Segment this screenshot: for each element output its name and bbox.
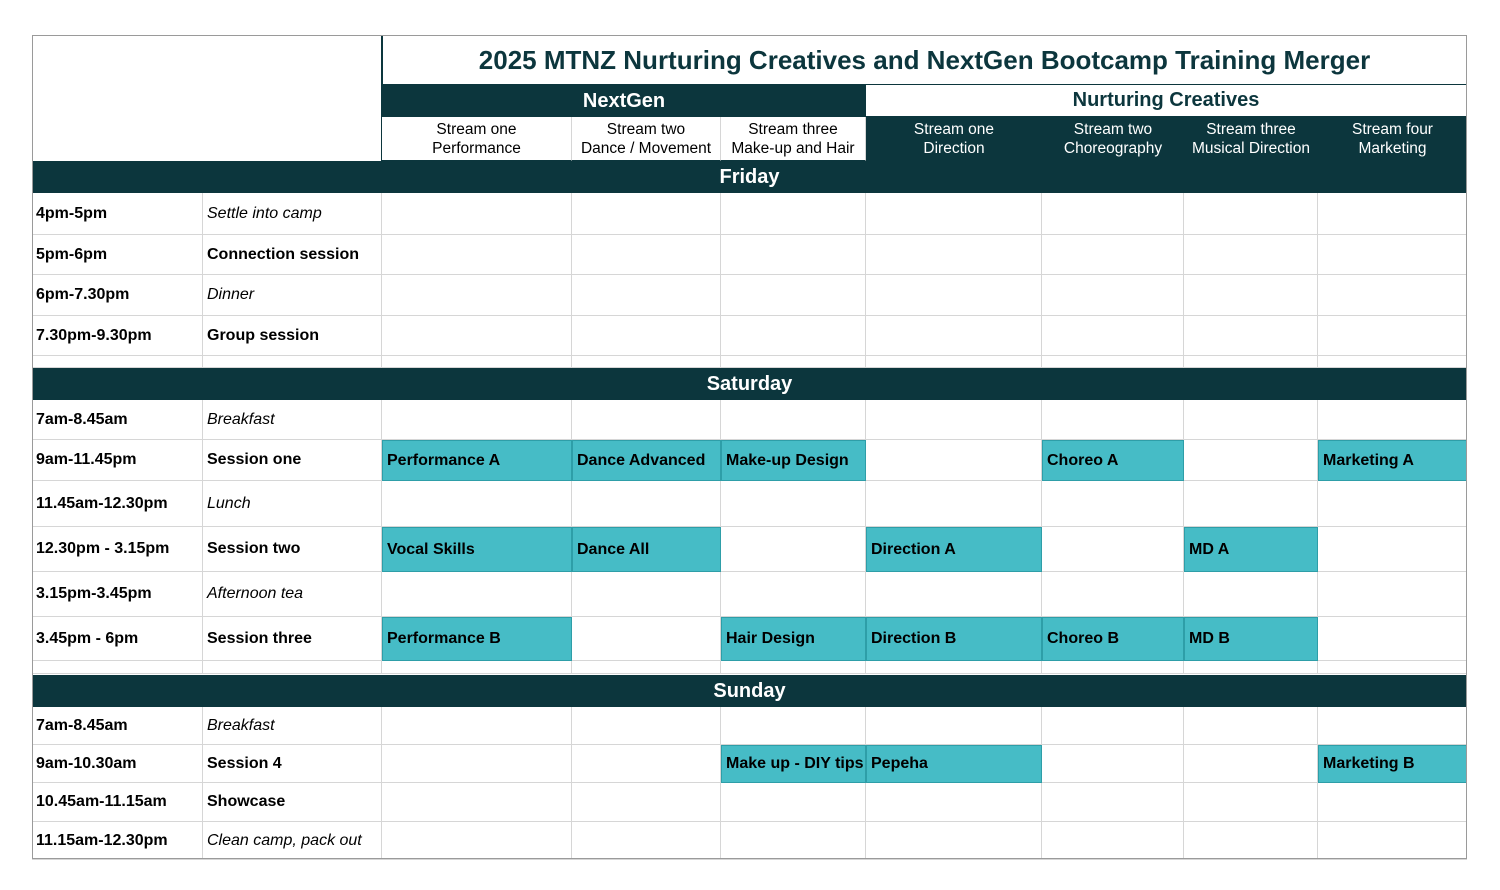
activity-cell: Breakfast xyxy=(203,400,382,440)
stream-name: Stream three xyxy=(1206,121,1296,138)
time-cell: 3.15pm-3.45pm xyxy=(32,572,203,617)
session-cell[interactable]: Marketing B xyxy=(1318,745,1467,783)
stream-discipline: Marketing xyxy=(1358,140,1427,157)
empty-cell xyxy=(721,527,866,572)
time-cell: 9am-11.45pm xyxy=(32,440,203,481)
time-cell: 12.30pm - 3.15pm xyxy=(32,527,203,572)
time-cell: 11.15am-12.30pm xyxy=(32,822,203,860)
time-cell: 11.45am-12.30pm xyxy=(32,481,203,527)
empty-cell xyxy=(866,707,1042,745)
time-cell: 10.45am-11.15am xyxy=(32,783,203,822)
empty-cell xyxy=(721,661,866,674)
empty-cell xyxy=(866,356,1042,368)
empty-cell xyxy=(1318,316,1467,356)
empty-cell xyxy=(382,707,572,745)
time-cell xyxy=(32,661,203,674)
empty-cell xyxy=(1318,661,1467,674)
session-cell[interactable]: Hair Design xyxy=(721,617,866,661)
empty-cell xyxy=(572,400,721,440)
activity-cell xyxy=(203,661,382,674)
empty-cell xyxy=(1042,400,1184,440)
stream-header xyxy=(382,117,572,161)
empty-cell xyxy=(1042,822,1184,860)
empty-cell xyxy=(1042,527,1184,572)
day-header-sunday: Sunday xyxy=(32,675,1467,707)
group-header-nextgen: NextGen xyxy=(382,85,866,117)
empty-cell xyxy=(1042,783,1184,822)
activity-cell: Afternoon tea xyxy=(203,572,382,617)
stream-discipline: Choreography xyxy=(1063,140,1163,157)
empty-cell xyxy=(1318,235,1467,275)
session-cell[interactable]: Direction A xyxy=(866,527,1042,572)
session-cell[interactable]: MD B xyxy=(1184,617,1318,661)
activity-cell: Dinner xyxy=(203,275,382,316)
empty-cell xyxy=(866,193,1042,235)
empty-cell xyxy=(1042,481,1184,527)
empty-cell xyxy=(1042,356,1184,368)
empty-cell xyxy=(1318,572,1467,617)
stream-discipline: Direction xyxy=(923,140,985,157)
empty-cell xyxy=(1184,572,1318,617)
time-cell: 6pm-7.30pm xyxy=(32,275,203,316)
empty-cell xyxy=(382,235,572,275)
empty-cell xyxy=(1184,745,1318,783)
empty-cell xyxy=(866,783,1042,822)
empty-cell xyxy=(382,193,572,235)
empty-cell xyxy=(1184,235,1318,275)
session-cell[interactable]: Choreo B xyxy=(1042,617,1184,661)
empty-cell xyxy=(721,481,866,527)
empty-cell xyxy=(1318,481,1467,527)
empty-cell xyxy=(382,661,572,674)
session-cell[interactable]: Direction B xyxy=(866,617,1042,661)
session-cell[interactable]: Dance Advanced xyxy=(572,440,721,481)
stream-header xyxy=(1042,117,1184,161)
empty-cell xyxy=(721,193,866,235)
activity-cell: Session three xyxy=(203,617,382,661)
time-cell: 7am-8.45am xyxy=(32,400,203,440)
empty-cell xyxy=(1184,822,1318,860)
empty-cell xyxy=(1318,617,1467,661)
empty-cell xyxy=(1042,235,1184,275)
empty-cell xyxy=(866,275,1042,316)
empty-cell xyxy=(572,822,721,860)
page-title: 2025 MTNZ Nurturing Creatives and NextGen Bootcamp Training Merger xyxy=(382,35,1467,85)
group-header-nurturing-creatives: Nurturing Creatives xyxy=(866,85,1467,117)
empty-cell xyxy=(1184,783,1318,822)
empty-cell xyxy=(572,745,721,783)
empty-cell xyxy=(572,572,721,617)
empty-cell xyxy=(1184,481,1318,527)
empty-cell xyxy=(382,572,572,617)
header-blank xyxy=(32,35,382,161)
empty-cell xyxy=(1042,707,1184,745)
session-cell[interactable]: Marketing A xyxy=(1318,440,1467,481)
empty-cell xyxy=(1042,661,1184,674)
empty-cell xyxy=(866,235,1042,275)
time-cell: 3.45pm - 6pm xyxy=(32,617,203,661)
stream-header xyxy=(1184,117,1318,161)
empty-cell xyxy=(1184,707,1318,745)
empty-cell xyxy=(382,745,572,783)
stream-name: Stream four xyxy=(1352,121,1433,138)
empty-cell xyxy=(1184,193,1318,235)
session-cell[interactable]: Make-up Design xyxy=(721,440,866,481)
empty-cell xyxy=(572,661,721,674)
empty-cell xyxy=(1042,572,1184,617)
activity-cell: Clean camp, pack out xyxy=(203,822,382,860)
stream-name: Stream one xyxy=(913,121,995,138)
activity-cell: Session two xyxy=(203,527,382,572)
empty-cell xyxy=(721,356,866,368)
empty-cell xyxy=(572,193,721,235)
empty-cell xyxy=(1318,527,1467,572)
empty-cell xyxy=(382,783,572,822)
empty-cell xyxy=(721,275,866,316)
empty-cell xyxy=(382,316,572,356)
day-header-saturday: Saturday xyxy=(32,368,1467,400)
time-cell: 5pm-6pm xyxy=(32,235,203,275)
stream-header xyxy=(866,117,1042,161)
empty-cell xyxy=(721,235,866,275)
session-cell[interactable]: Choreo A xyxy=(1042,440,1184,481)
empty-cell xyxy=(572,783,721,822)
empty-cell xyxy=(866,481,1042,527)
stream-name: Stream two xyxy=(606,120,686,138)
empty-cell xyxy=(1318,783,1467,822)
empty-cell xyxy=(1184,356,1318,368)
empty-cell xyxy=(1318,707,1467,745)
empty-cell xyxy=(382,356,572,368)
empty-cell xyxy=(1318,193,1467,235)
session-cell[interactable]: MD A xyxy=(1184,527,1318,572)
time-cell: 9am-10.30am xyxy=(32,745,203,783)
empty-cell xyxy=(721,400,866,440)
stream-name: Stream two xyxy=(1073,121,1153,138)
activity-cell: Group session xyxy=(203,316,382,356)
empty-cell xyxy=(572,707,721,745)
stream-discipline: Make-up and Hair xyxy=(731,139,855,157)
empty-cell xyxy=(721,783,866,822)
empty-cell xyxy=(1318,400,1467,440)
empty-cell xyxy=(1042,275,1184,316)
empty-cell xyxy=(572,481,721,527)
empty-cell xyxy=(382,275,572,316)
empty-cell xyxy=(1184,275,1318,316)
activity-cell: Settle into camp xyxy=(203,193,382,235)
session-cell[interactable]: Make up - DIY tips xyxy=(721,745,866,783)
stream-name: Stream one xyxy=(436,120,517,138)
stream-name: Stream three xyxy=(748,120,838,138)
empty-cell xyxy=(572,275,721,316)
activity-cell: Session 4 xyxy=(203,745,382,783)
empty-cell xyxy=(721,316,866,356)
empty-cell xyxy=(1318,275,1467,316)
empty-cell xyxy=(1042,193,1184,235)
empty-cell xyxy=(1318,822,1467,860)
activity-cell: Lunch xyxy=(203,481,382,527)
empty-cell xyxy=(572,316,721,356)
empty-cell xyxy=(1318,356,1467,368)
activity-cell: Breakfast xyxy=(203,707,382,745)
empty-cell xyxy=(1042,316,1184,356)
empty-cell xyxy=(1042,745,1184,783)
time-cell xyxy=(32,356,203,368)
stream-header xyxy=(721,117,866,161)
stream-discipline: Performance xyxy=(432,139,521,157)
empty-cell xyxy=(382,481,572,527)
activity-cell: Connection session xyxy=(203,235,382,275)
time-cell: 4pm-5pm xyxy=(32,193,203,235)
activity-cell: Showcase xyxy=(203,783,382,822)
empty-cell xyxy=(866,440,1042,481)
empty-cell xyxy=(572,356,721,368)
day-header-friday: Friday xyxy=(32,161,1467,193)
time-cell: 7am-8.45am xyxy=(32,707,203,745)
empty-cell xyxy=(382,400,572,440)
session-cell[interactable]: Vocal Skills xyxy=(382,527,572,572)
activity-cell xyxy=(203,356,382,368)
empty-cell xyxy=(721,707,866,745)
stream-discipline: Dance / Movement xyxy=(580,139,712,157)
stream-header xyxy=(1318,117,1467,161)
empty-cell xyxy=(866,661,1042,674)
stream-discipline: Musical Direction xyxy=(1191,140,1310,157)
empty-cell xyxy=(572,235,721,275)
empty-cell xyxy=(866,400,1042,440)
empty-cell xyxy=(866,822,1042,860)
empty-cell xyxy=(1184,440,1318,481)
empty-cell xyxy=(721,572,866,617)
empty-cell xyxy=(866,316,1042,356)
session-cell[interactable]: Performance A xyxy=(382,440,572,481)
activity-cell: Session one xyxy=(203,440,382,481)
empty-cell xyxy=(1184,661,1318,674)
empty-cell xyxy=(1184,316,1318,356)
stream-header xyxy=(572,117,721,161)
session-cell[interactable]: Dance All xyxy=(572,527,721,572)
empty-cell xyxy=(382,822,572,860)
session-cell[interactable]: Pepeha xyxy=(866,745,1042,783)
empty-cell xyxy=(572,617,721,661)
schedule-sheet xyxy=(32,35,1467,859)
empty-cell xyxy=(1184,400,1318,440)
time-cell: 7.30pm-9.30pm xyxy=(32,316,203,356)
empty-cell xyxy=(721,822,866,860)
empty-cell xyxy=(866,572,1042,617)
session-cell[interactable]: Performance B xyxy=(382,617,572,661)
